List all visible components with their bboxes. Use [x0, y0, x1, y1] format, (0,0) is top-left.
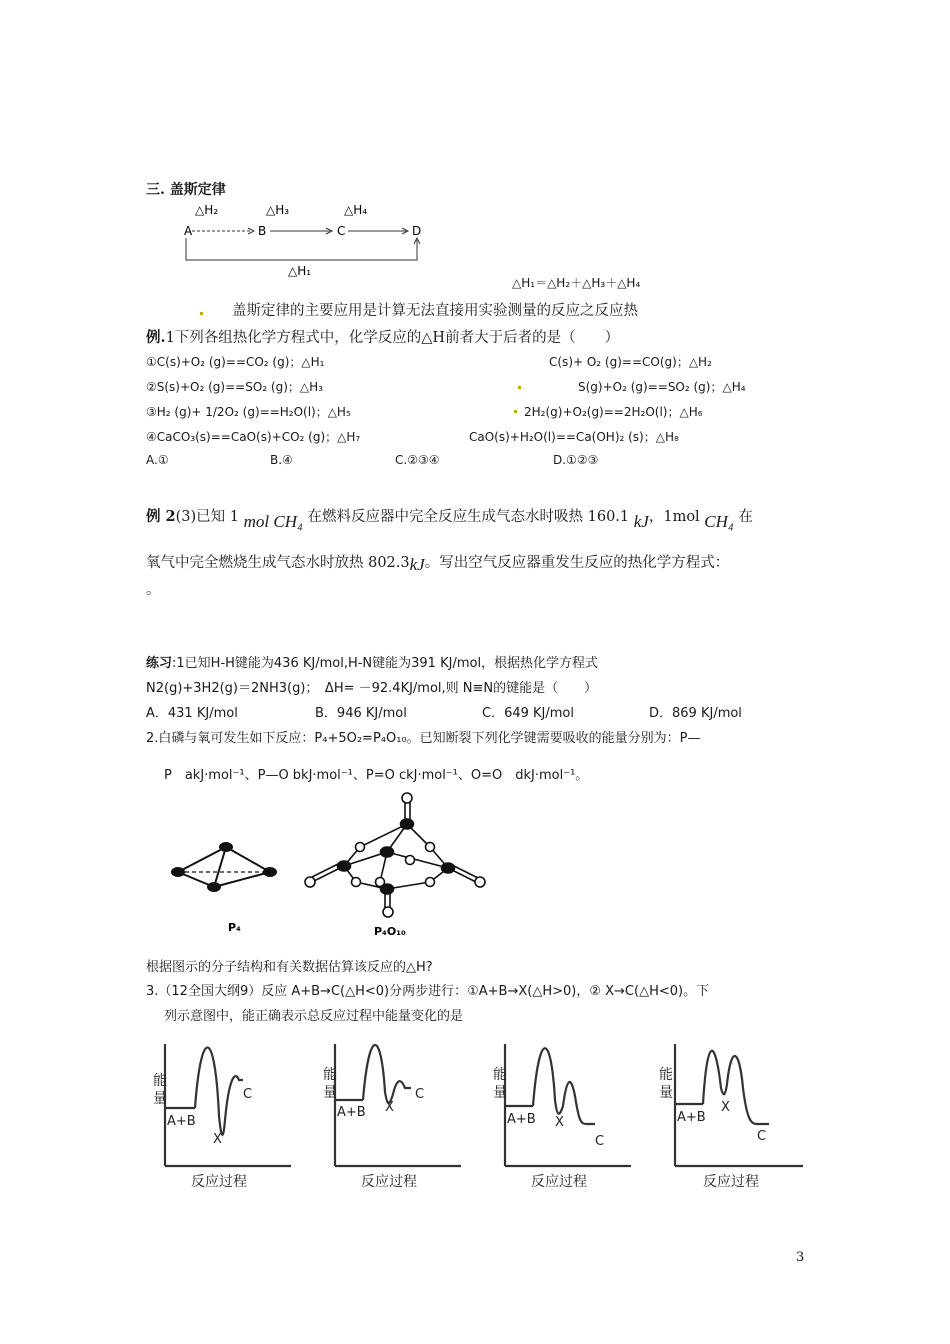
- ex1-row2-left: ②S(s)+O₂ (g)==SO₂ (g)；△H₃: [146, 380, 323, 394]
- graph-d-ylabel-1: 能: [659, 1067, 673, 1083]
- graph-d-ab: A+B: [677, 1110, 706, 1125]
- graph-a-c: C: [243, 1087, 253, 1102]
- graph-b-x: X: [385, 1100, 394, 1115]
- section-title: 三. 盖斯定律: [146, 182, 226, 198]
- graph-c-c: C: [595, 1134, 605, 1149]
- graph-c-ab: A+B: [507, 1112, 536, 1127]
- graph-c-x: X: [555, 1115, 564, 1130]
- energy-diagrams: [143, 1036, 808, 1194]
- hess-label-h2: △H₂: [195, 203, 219, 217]
- graph-b-ab: A+B: [337, 1105, 366, 1120]
- graph-a-x: X: [213, 1132, 222, 1147]
- graph-b-ylabel-1: 能: [323, 1067, 337, 1083]
- graph-a-ylabel-2: 量: [153, 1091, 167, 1107]
- graph-d-xlabel: 反应过程: [703, 1174, 759, 1190]
- hess-application: 盖斯定律的主要应用是计算无法直接用实验测量的反应之反应热: [232, 303, 638, 319]
- ex1-option-b: B.④: [270, 453, 293, 467]
- ex1-option-a: A.①: [146, 453, 169, 467]
- graph-d-ylabel-2: 量: [659, 1085, 673, 1101]
- ex1-option-c: C.②③④: [395, 453, 440, 467]
- practice-q2-question: 根据图示的分子结构和有关数据估算该反应的△H?: [146, 960, 433, 975]
- ex1-row1-left: ①C(s)+O₂ (g)==CO₂ (g)；△H₁: [146, 355, 325, 369]
- molecule-figure: [164, 790, 504, 940]
- practice-q3-line1: 3.（12全国大纲9）反应 A+B→C(△H<0)分两步进行：①A+B→X(△H>0)，② X→C(△H<0)。下: [146, 984, 710, 999]
- graph-a-ylabel-1: 能: [153, 1073, 167, 1089]
- graph-c-xlabel: 反应过程: [531, 1174, 587, 1190]
- node-d: D: [412, 224, 422, 238]
- hess-label-h4: △H₄: [344, 203, 368, 217]
- p4-structure: [171, 842, 277, 892]
- page-number: 3: [796, 1250, 805, 1265]
- ex1-option-d: D.①②③: [553, 453, 599, 467]
- ex1-row4-right: CaO(s)+H₂O(l)==Ca(OH)₂ (s)；△H₈: [469, 430, 679, 444]
- graph-a-xlabel: 反应过程: [191, 1174, 247, 1190]
- hess-diagram: [170, 198, 440, 280]
- ex1-row3-right: 2H₂(g)+O₂(g)==2H₂O(l)；△H₆: [524, 405, 703, 419]
- graph-b-xlabel: 反应过程: [361, 1174, 417, 1190]
- practice-q1-line2: N2(g)+3H2(g)＝2NH3(g)； ΔH= －92.4KJ/mol,则 N≡N的键能是（ ）: [146, 681, 598, 696]
- p4o10-structure: [305, 793, 485, 917]
- graph-a-ab: A+B: [167, 1114, 196, 1129]
- p4-label: P₄: [228, 921, 241, 934]
- example2-line2: 氧气中完全燃烧生成气态水时放热 802.3kJ。写出空气反应器重发生反应的热化学方程式：: [146, 555, 730, 574]
- graph-b-ylabel-2: 量: [323, 1085, 337, 1101]
- graph-d-c: C: [757, 1129, 767, 1144]
- q1-option-a: A．431 KJ/mol: [146, 706, 238, 721]
- ex1-row4-left: ④CaCO₃(s)==CaO(s)+CO₂ (g)；△H₇: [146, 430, 361, 444]
- practice-q3-line2: 列示意图中，能正确表示总反应过程中能量变化的是: [164, 1009, 464, 1024]
- ex1-row2-right: S(g)+O₂ (g)==SO₂ (g)；△H₄: [578, 380, 746, 394]
- hess-equation: △H₁＝△H₂＋△H₃＋△H₄: [512, 276, 641, 290]
- node-b: B: [258, 224, 267, 238]
- q1-option-c: C．649 KJ/mol: [482, 706, 574, 721]
- example1-stem: 例.1下列各组热化学方程式中，化学反应的△H前者大于后者的是（ ）: [146, 329, 620, 346]
- ex1-row3-left: ③H₂ (g)+ 1/2O₂ (g)==H₂O(l)；△H₅: [146, 405, 351, 419]
- q1-option-d: D．869 KJ/mol: [649, 706, 742, 721]
- graph-d-x: X: [721, 1100, 730, 1115]
- practice-q2-line2: P akJ·mol⁻¹、P—O bkJ·mol⁻¹、P=O ckJ·mol⁻¹、O=O dkJ·mol⁻¹。: [164, 768, 589, 783]
- example2-line1: 例 2(3)已知 1 mol CH₄ 在燃料反应器中完全反应生成气态水时吸热 160.1 kJ，1mol CH₄ 在: [146, 508, 753, 531]
- graph-b-c: C: [415, 1087, 425, 1102]
- node-a: A: [184, 224, 193, 238]
- q1-option-b: B．946 KJ/mol: [315, 706, 407, 721]
- p4o10-label: P₄O₁₀: [374, 925, 406, 938]
- ex1-row1-right: C(s)+ O₂ (g)==CO(g)；△H₂: [549, 355, 712, 369]
- hess-label-h1: △H₁: [288, 264, 312, 278]
- practice-q2-line1: 2.白磷与氧可发生如下反应：P₄+5O₂=P₄O₁₀。已知断裂下列化学键需要吸收的能量分别为：P—: [146, 731, 701, 746]
- hess-label-h3: △H₃: [266, 203, 290, 217]
- node-c: C: [337, 224, 346, 238]
- practice-q1-line1: 练习:1已知H-H键能为436 KJ/mol,H-N键能为391 KJ/mol，根据热化学方程式: [146, 656, 599, 671]
- example2-line3: 。: [146, 582, 161, 598]
- graph-c-ylabel-1: 能: [493, 1067, 507, 1083]
- graph-c-ylabel-2: 量: [493, 1085, 507, 1101]
